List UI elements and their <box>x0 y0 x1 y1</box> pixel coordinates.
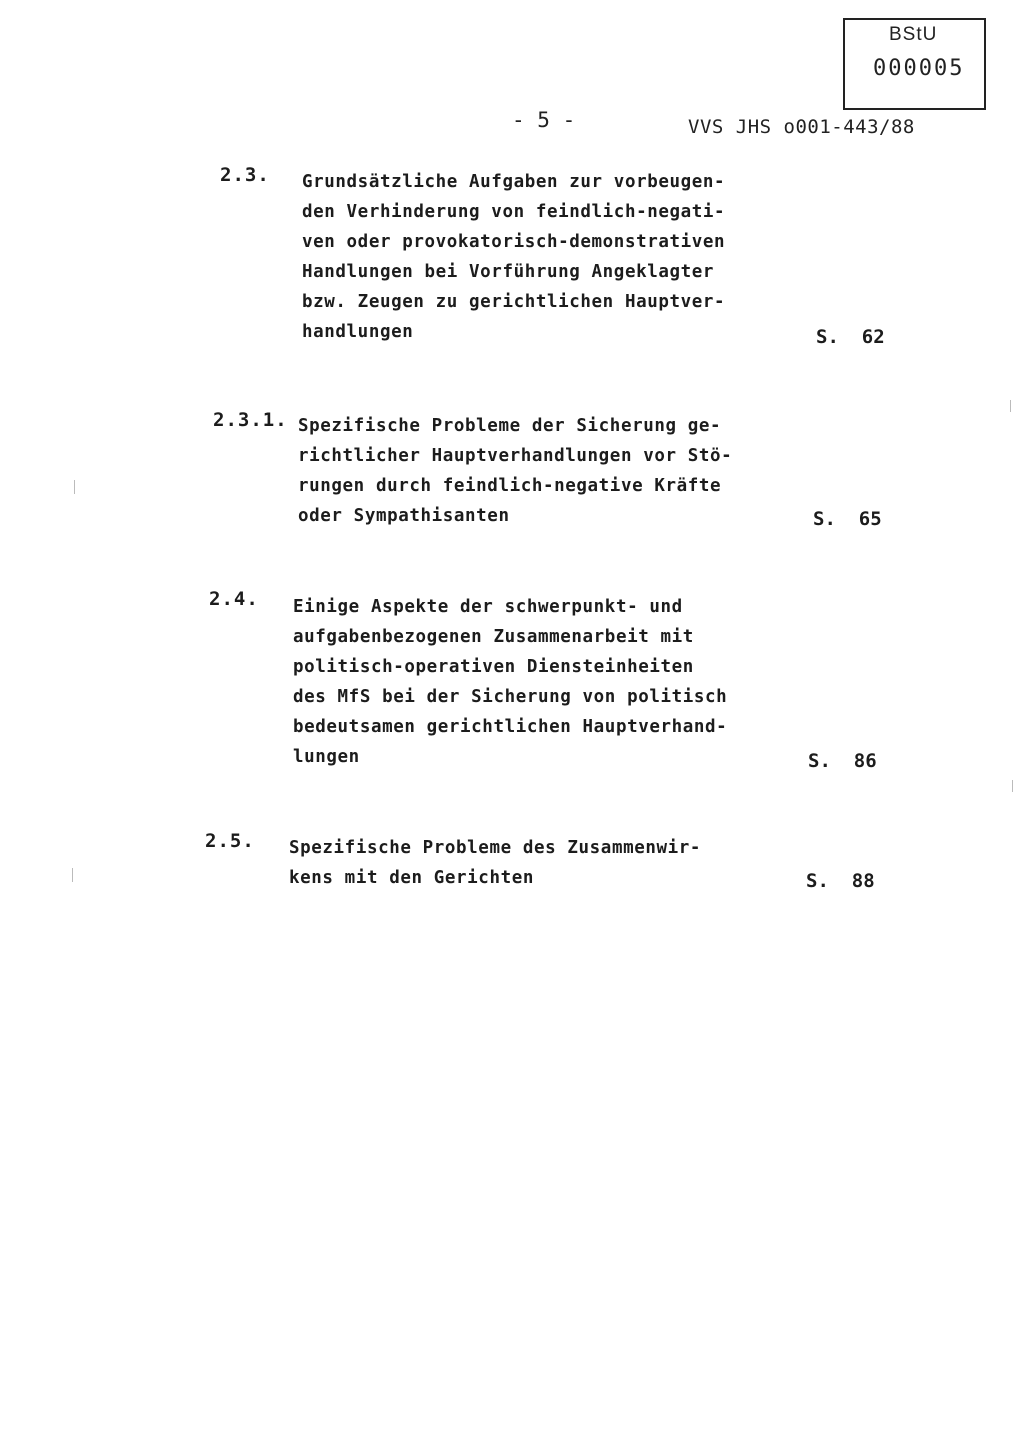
scan-speck <box>72 868 73 882</box>
document-reference: VVS JHS o001-443/88 <box>688 116 915 138</box>
toc-entry-page: S. 86 <box>808 750 877 772</box>
page-number: - 5 - <box>512 108 576 132</box>
toc-entry-title: Einige Aspekte der schwerpunkt- und aufgabenbezogenen Zusammenarbeit mit politisch-operativen Diensteinheiten des MfS bei der Sicherung von politisch bedeutsamen gerichtlichen Hauptverhand- lungen <box>293 597 728 767</box>
archive-stamp <box>843 18 986 110</box>
toc-entry-title: Spezifische Probleme des Zusammenwir- kens mit den Gerichten <box>289 838 702 888</box>
toc-entry-page: S. 62 <box>816 326 885 348</box>
toc-entry-page: S. 88 <box>806 870 875 892</box>
toc-entry-page: S. 65 <box>813 508 882 530</box>
scan-speck <box>1010 400 1011 412</box>
toc-entry-number: 2.3. <box>220 164 270 186</box>
scan-speck <box>1012 780 1013 792</box>
scan-speck <box>74 480 75 494</box>
stamp-page-number: 000005 <box>873 56 965 81</box>
toc-entry-title: Grundsätzliche Aufgaben zur vorbeugen- den Verhinderung von feindlich-negati- ven oder provokatorisch-demonstrativen Handlungen bei Vorführung Angeklagter bzw. Zeugen zu gerichtlichen Hauptver- handlungen <box>302 172 726 342</box>
stamp-archive-label: BStU <box>889 24 938 45</box>
toc-entry-number: 2.4. <box>209 588 259 610</box>
toc-entry-number: 2.5. <box>205 830 255 852</box>
toc-entry-title: Spezifische Probleme der Sicherung ge- richtlicher Hauptverhandlungen vor Stö- rungen durch feindlich-negative Kräfte oder Sympathisanten <box>298 416 733 526</box>
toc-entry-number: 2.3.1. <box>213 409 288 431</box>
